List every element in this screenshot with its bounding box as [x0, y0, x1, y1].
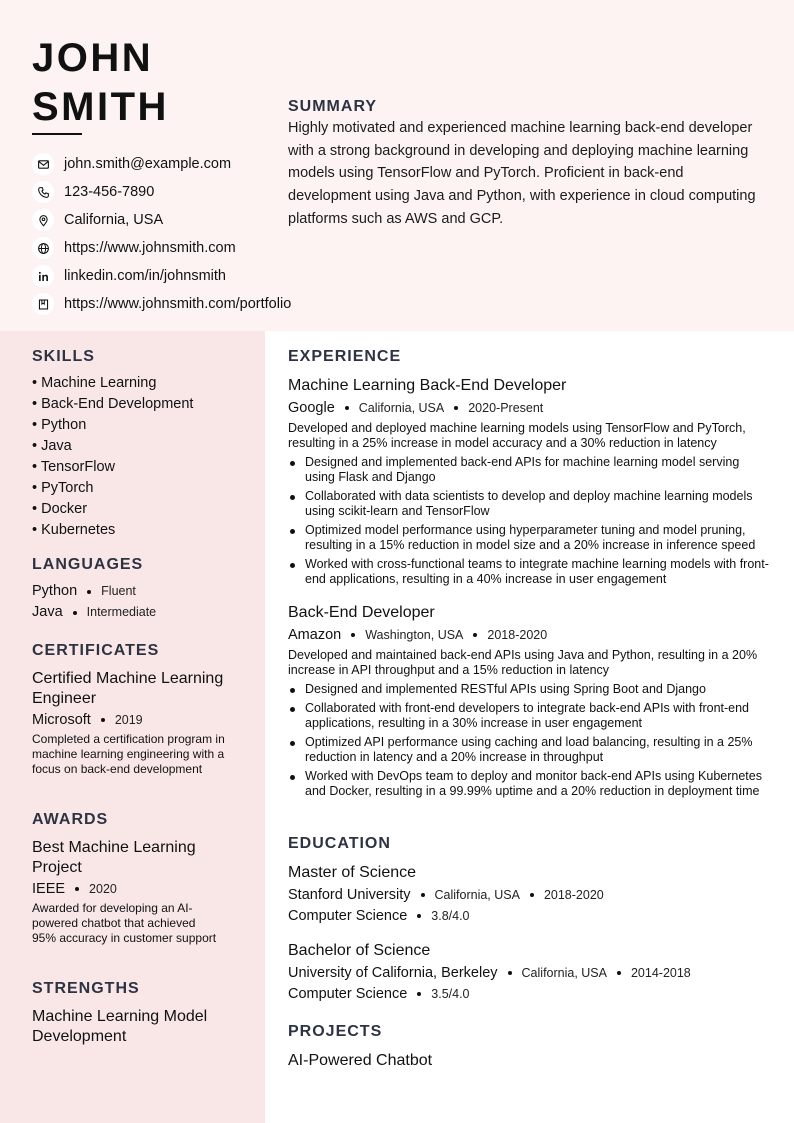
- project-entry: [288, 1051, 772, 1071]
- bullet-dot: [288, 735, 305, 765]
- strengths-heading: STRENGTHS: [32, 980, 140, 997]
- bullet-dot: [288, 557, 305, 587]
- job-company: Google: [288, 400, 335, 416]
- education-gpa: 3.5/4.0: [431, 987, 470, 1001]
- separator-dot: [417, 992, 421, 996]
- job-title: Back-End Developer: [288, 604, 435, 621]
- job-location: California, USA: [358, 401, 445, 415]
- globe-icon: [32, 237, 54, 259]
- bullet-dot: [288, 769, 305, 799]
- name-divider: [32, 133, 82, 135]
- job-entry: [288, 376, 772, 587]
- job-title: Machine Learning Back-End Developer: [288, 377, 567, 394]
- location-pin-icon: [32, 209, 54, 231]
- education-location: California, USA: [434, 888, 520, 902]
- education-school: University of California, Berkeley: [288, 965, 498, 981]
- separator-dot: [101, 718, 105, 722]
- job-bullet: Designed and implemented back-end APIs for machine learning model serving using Flask and Django: [288, 455, 772, 485]
- award-title: Best Machine Learning Project: [32, 839, 196, 876]
- skill-item: • PyTorch: [32, 480, 94, 496]
- contact-linkedin[interactable]: [32, 262, 291, 290]
- award-issuer: IEEE: [32, 881, 66, 897]
- summary-heading: SUMMARY: [288, 98, 378, 115]
- location-text: California, USA: [64, 212, 164, 228]
- separator-dot: [73, 611, 77, 615]
- separator-dot: [345, 406, 349, 410]
- education-field: Computer Science: [288, 986, 408, 1002]
- job-bullet: Optimized model performance using hyperparameter tuning and model pruning, resulting in a 15% reduction in model size and a 20% increase in inference speed: [288, 523, 772, 553]
- education-dates: 2014-2018: [630, 966, 691, 980]
- languages-heading: LANGUAGES: [32, 556, 144, 573]
- last-name: SMITH: [32, 85, 169, 129]
- languages-list: [32, 581, 242, 623]
- job-company: Amazon: [288, 627, 342, 643]
- education-school: Stanford University: [288, 887, 411, 903]
- strength-title: Machine Learning Model Development: [32, 1008, 208, 1045]
- education-meta: [288, 964, 772, 982]
- language-name: Java: [32, 604, 63, 620]
- portfolio-icon: [32, 293, 54, 315]
- portfolio-text: https://www.johnsmith.com/portfolio: [64, 296, 292, 312]
- contact-list: [32, 150, 291, 318]
- certificates-heading: CERTIFICATES: [32, 642, 160, 659]
- project-title: AI-Powered Chatbot: [288, 1052, 433, 1069]
- language-item: [32, 602, 242, 623]
- separator-dot: [351, 633, 355, 637]
- language-level: Intermediate: [86, 605, 157, 619]
- certificate-entry: [32, 669, 237, 777]
- job-bullet: Designed and implemented RESTful APIs using Spring Boot and Django: [288, 682, 772, 697]
- language-level: Fluent: [101, 584, 136, 598]
- certificate-issuer: Microsoft: [32, 712, 91, 728]
- phone-icon: [32, 181, 54, 203]
- job-location: Washington, USA: [365, 628, 464, 642]
- linkedin-text: linkedin.com/in/johnsmith: [64, 268, 226, 284]
- job-meta: [288, 399, 772, 417]
- award-entry: [32, 838, 217, 946]
- contact-location: [32, 206, 291, 234]
- education-entry: [288, 863, 772, 925]
- skill-item: • Kubernetes: [32, 522, 116, 538]
- job-bullet: Worked with DevOps team to deploy and monitor back-end APIs using Kubernetes and Docker, resulting in a 99.99% uptime and a 20% reduction in deployment time: [288, 769, 772, 799]
- education-field-row: [288, 907, 772, 925]
- skill-item: • Python: [32, 417, 87, 433]
- job-description: Developed and deployed machine learning models using TensorFlow and PyTorch, resulting in a 25% increase in model accuracy and a 30% reduction in latency: [288, 421, 746, 450]
- mail-icon: [32, 153, 54, 175]
- certificate-meta: [32, 712, 237, 728]
- education-location: California, USA: [521, 966, 607, 980]
- education-meta: [288, 886, 772, 904]
- contact-email[interactable]: [32, 150, 291, 178]
- award-meta: [32, 881, 217, 897]
- bullet-dot: [288, 455, 305, 485]
- certificate-description: Completed a certification program in machine learning engineering with a focus on back-end development: [32, 732, 225, 776]
- job-bullet: Collaborated with data scientists to develop and deploy machine learning models using scikit-learn and TensorFlow: [288, 489, 772, 519]
- contact-website[interactable]: [32, 234, 291, 262]
- education-field: Computer Science: [288, 908, 408, 924]
- bullet-dot: [288, 523, 305, 553]
- job-description: Developed and maintained back-end APIs using Java and Python, resulting in a 20% increase in API throughput and a 15% reduction in latency: [288, 648, 758, 677]
- separator-dot: [454, 406, 458, 410]
- job-entry: [288, 603, 772, 799]
- education-degree: Bachelor of Science: [288, 942, 431, 959]
- job-bullet: Optimized API performance using caching and load balancing, resulting in a 25% reduction in latency and a 20% increase in throughput: [288, 735, 772, 765]
- job-meta: [288, 626, 772, 644]
- education-field-row: [288, 985, 772, 1003]
- skill-item: • Machine Learning: [32, 375, 157, 391]
- education-degree: Master of Science: [288, 864, 417, 881]
- award-description: Awarded for developing an AI-powered chatbot that achieved 95% accuracy in customer support: [32, 901, 217, 945]
- education-dates: 2018-2020: [543, 888, 604, 902]
- contact-portfolio[interactable]: [32, 290, 291, 318]
- awards-heading: AWARDS: [32, 811, 109, 828]
- first-name: JOHN: [32, 36, 154, 80]
- skill-item: • Java: [32, 438, 72, 454]
- strength-entry: [32, 1007, 237, 1047]
- candidate-name: [32, 34, 169, 132]
- skill-item: • Docker: [32, 501, 88, 517]
- contact-phone[interactable]: [32, 178, 291, 206]
- certificate-year: 2019: [114, 713, 143, 727]
- language-item: [32, 581, 242, 602]
- separator-dot: [87, 590, 91, 594]
- email-text: john.smith@example.com: [64, 156, 232, 172]
- job-bullet: Collaborated with front-end developers to integrate back-end APIs with front-end applications, resulting in a 30% increase in user engagement: [288, 701, 772, 731]
- bullet-dot: [288, 682, 305, 697]
- bullet-dot: [288, 489, 305, 519]
- separator-dot: [417, 914, 421, 918]
- projects-heading: PROJECTS: [288, 1023, 383, 1040]
- separator-dot: [421, 893, 425, 897]
- job-bullet: Worked with cross-functional teams to integrate machine learning models with front-end applications, resulting in a 40% increase in user engagement: [288, 557, 772, 587]
- skill-item: • Back-End Development: [32, 396, 194, 412]
- education-gpa: 3.8/4.0: [431, 909, 470, 923]
- skills-list: [32, 373, 242, 541]
- skill-item: • TensorFlow: [32, 459, 115, 475]
- separator-dot: [75, 887, 79, 891]
- education-heading: EDUCATION: [288, 835, 391, 852]
- linkedin-icon: [32, 265, 54, 287]
- award-year: 2020: [89, 882, 117, 896]
- job-dates: 2018-2020: [487, 628, 548, 642]
- certificate-title: Certified Machine Learning Engineer: [32, 670, 224, 707]
- separator-dot: [508, 971, 512, 975]
- phone-text: 123-456-7890: [64, 184, 155, 200]
- experience-heading: EXPERIENCE: [288, 348, 402, 365]
- separator-dot: [473, 633, 477, 637]
- separator-dot: [617, 971, 621, 975]
- language-name: Python: [32, 583, 78, 599]
- summary-text: Highly motivated and experienced machine learning back-end developer with a strong background in developing and deploying machine learning models using TensorFlow and PyTorch. Proficient in back-end development using Java and Python, with experience in cloud computing platforms such as AWS and GCP.: [288, 120, 756, 227]
- separator-dot: [530, 893, 534, 897]
- bullet-dot: [288, 701, 305, 731]
- skills-heading: SKILLS: [32, 348, 95, 365]
- job-dates: 2020-Present: [468, 401, 544, 415]
- education-entry: [288, 941, 772, 1003]
- website-text: https://www.johnsmith.com: [64, 240, 236, 256]
